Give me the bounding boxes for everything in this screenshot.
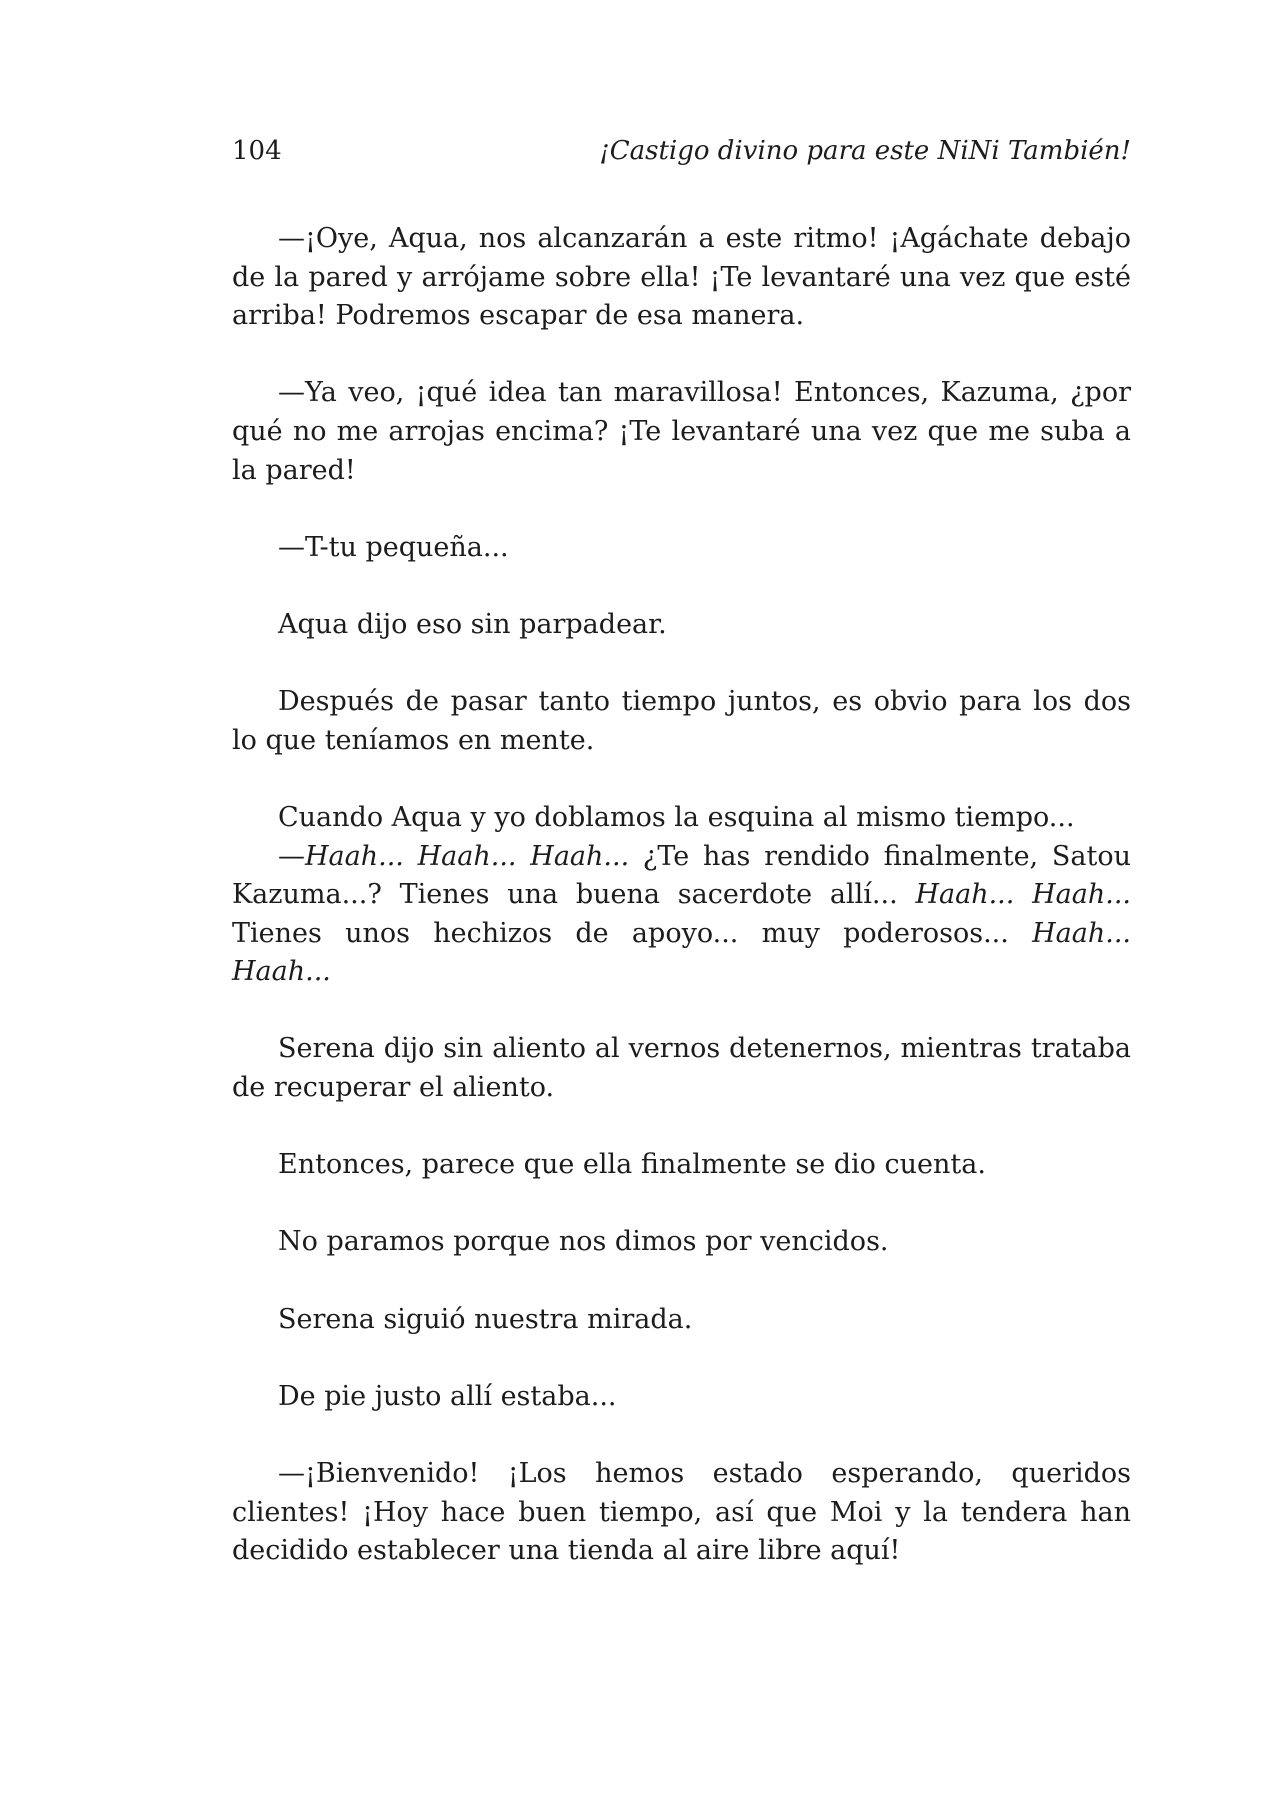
paragraph-time-together: Después de pasar tanto tiempo juntos, es obvio para los dos lo que teníamos en mente. xyxy=(232,686,1131,756)
paragraph-shout-to-aqua: —¡Oye, Aqua, nos alcanzarán a este ritmo! ¡Agáchate debajo de la pared y arrójame sobre ella! ¡Te levantaré una vez que esté arriba! Podremos escapar de esa manera. xyxy=(232,223,1131,332)
paragraph-aqua-blinked: Aqua dijo eso sin parpadear. xyxy=(278,608,667,640)
paragraph-kazuma-retort: —T-tu pequeña... xyxy=(278,531,509,563)
panting-italic-1: Haah... Haah... Haah... xyxy=(305,840,630,872)
paragraph-serena-breathless: Serena dijo sin aliento al vernos detenernos, mientras trataba de recuperar el aliento. xyxy=(232,1033,1131,1104)
panting-italic-3: Haah... Haah... xyxy=(232,917,1131,988)
paragraph-turn-corner: Cuando Aqua y yo doblamos la esquina al mismo tiempo... xyxy=(278,801,1075,833)
book-title: ¡Castigo divino para este NiNi También! xyxy=(599,136,1131,166)
paragraph-standing-there: De pie justo allí estaba... xyxy=(278,1380,617,1412)
paragraph-she-realized: Entonces, parece que ella finalmente se dio cuenta. xyxy=(278,1149,986,1181)
paragraph-serena-panting xyxy=(232,838,1131,992)
paragraph-aqua-reply: —Ya veo, ¡qué idea tan maravillosa! Entonces, Kazuma, ¿por qué no me arrojas encima? ¡Te levantaré una vez que me suba a la pared! xyxy=(232,377,1131,486)
running-head xyxy=(232,133,1131,169)
serena-speech-2: Tienes unos hechizos de apoyo... muy poderosos... xyxy=(232,917,1033,949)
serena-speech-1: ¿Te has rendido finalmente, Satou Kazuma...? Tienes una buena sacerdote allí... xyxy=(232,840,1131,911)
dialogue-dash: — xyxy=(278,840,305,872)
paragraph-serena-gaze: Serena siguió nuestra mirada. xyxy=(278,1303,693,1335)
panting-italic-2: Haah... Haah... xyxy=(915,879,1131,911)
paragraph-welcome-shout: —¡Bienvenido! ¡Los hemos estado esperando, queridos clientes! ¡Hoy hace buen tiempo, así que Moi y la tendera han decidido establecer una tienda al aire libre aquí! xyxy=(232,1458,1131,1567)
page-number: 104 xyxy=(232,136,282,166)
body-text xyxy=(232,220,1131,1571)
paragraph-not-giving-up: No paramos porque nos dimos por vencidos. xyxy=(278,1226,889,1258)
